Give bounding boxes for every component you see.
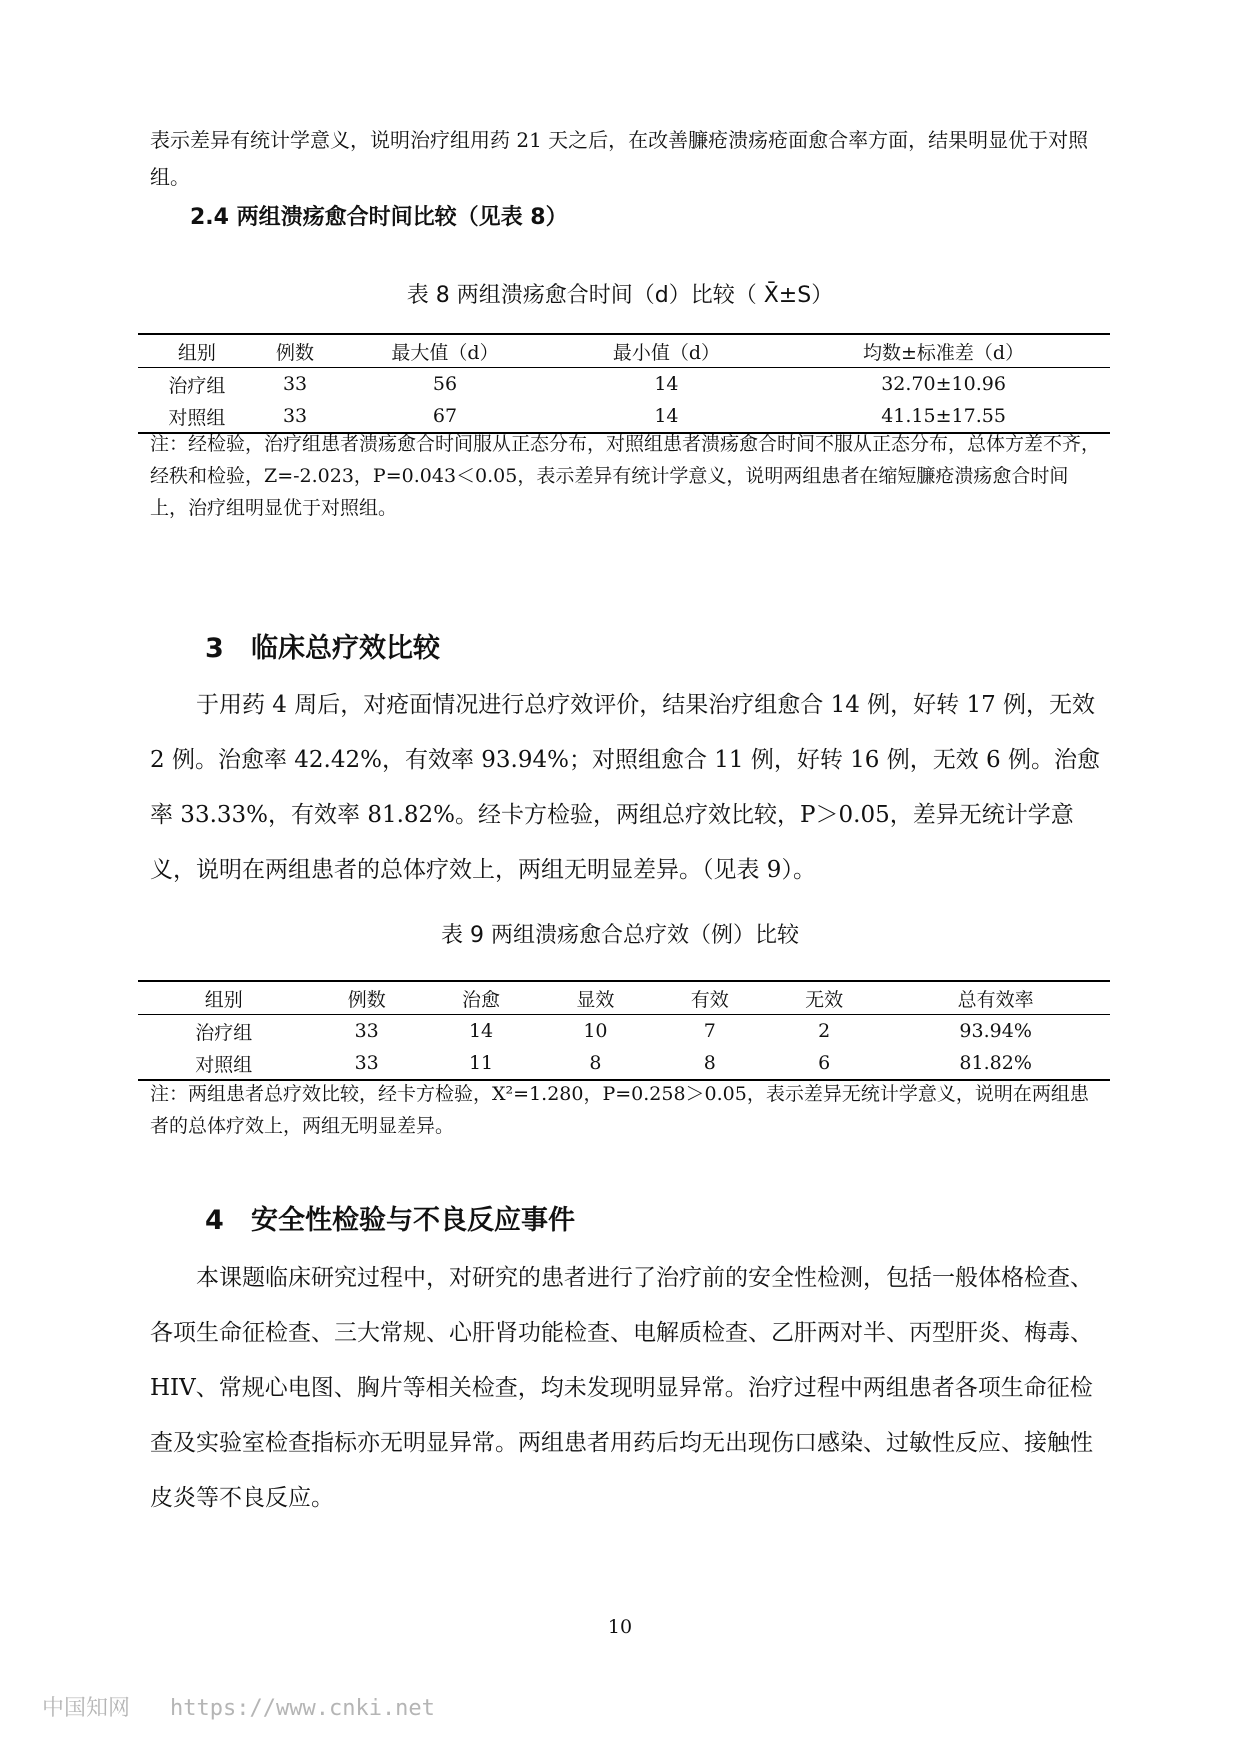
intro-paragraph: 表示差异有统计学意义，说明治疗组用药 21 天之后，在改善臁疮溃疡疮面愈合率方面，结果明显优于对照组。	[150, 128, 1089, 189]
section-4-paragraph: 本课题临床研究过程中，对研究的患者进行了治疗前的安全性检测，包括一般体格检查、各项生命征检查、三大常规、心肝肾功能检查、电解质检查、乙肝两对半、丙型肝炎、梅毒、HIV、常规心电图、胸片等相关检查，均未发现明显异常。治疗过程中两组患者各项生命征检查及实验室检查指标亦无明显异常。两组患者用药后均无出现伤口感染、过敏性反应、接触性皮炎等不良反应。	[150, 1265, 1093, 1511]
table9-cell: 2	[818, 1020, 831, 1042]
table8-cell: 56	[432, 373, 458, 395]
table9-header-cell: 无效	[805, 988, 844, 1011]
section-4-number: 4	[205, 1205, 224, 1236]
table8-header-cell: 组别	[177, 341, 216, 364]
table8-header-cell: 最小值（d）	[612, 341, 720, 364]
table8-header-cell: 最大值（d）	[391, 341, 499, 364]
table9-header-row	[138, 981, 1110, 1015]
table8-cell: 14	[654, 405, 679, 427]
table8-cell: 治疗组	[168, 374, 226, 397]
table9-cell: 7	[703, 1020, 716, 1042]
section-4-title: 安全性检验与不良反应事件	[251, 1205, 575, 1236]
table-row	[138, 1047, 1110, 1080]
table9-header-cell: 治愈	[462, 988, 501, 1011]
table-row	[138, 1015, 1110, 1048]
table8-cell: 33	[282, 405, 308, 427]
table8-cell: 14	[654, 373, 679, 395]
section-3-paragraph: 于用药 4 周后，对疮面情况进行总疗效评价，结果治疗组愈合 14 例，好转 17 例，无效 2 例。治愈率 42.42%，有效率 93.94%；对照组愈合 11 例，好转 16 例，无效 6 例。治愈率 33.33%，有效率 81.82%。经卡方检验，两组总疗效比较，P＞0.05，差异无统计学意义，说明在两组患者的总体疗效上，两组无明显差异。（见表 9）。	[150, 692, 1100, 883]
table8-header-cell: 例数	[276, 341, 315, 364]
table9-cell: 8	[589, 1052, 602, 1074]
table9-cell: 对照组	[195, 1053, 253, 1076]
section-3-heading	[205, 626, 440, 665]
table9-header-cell: 总有效率	[957, 988, 1034, 1011]
watermark-url: https://www.cnki.net	[170, 1696, 435, 1721]
table9	[138, 980, 1110, 1081]
section-3-title: 临床总疗效比较	[251, 633, 440, 664]
table8-cell: 67	[432, 405, 458, 427]
table9-cell: 14	[468, 1020, 494, 1042]
table8-cell: 33	[282, 373, 308, 395]
table9-cell: 33	[354, 1052, 379, 1074]
table8-cell: 32.70±10.96	[881, 373, 1006, 395]
table9-caption: 表 9 两组溃疡愈合总疗效（例）比较	[441, 923, 799, 948]
table9-cell: 6	[818, 1052, 831, 1074]
table8	[138, 333, 1110, 434]
table9-header-cell: 例数	[347, 988, 386, 1011]
table9-cell: 8	[703, 1052, 716, 1074]
table9-header-cell: 显效	[576, 988, 615, 1011]
table9-cell: 11	[468, 1052, 494, 1074]
section-2-4-heading: 2.4 两组溃疡愈合时间比较（见表 8）	[190, 205, 568, 230]
table8-cell: 41.15±17.55	[881, 405, 1006, 427]
table9-header-cell: 组别	[204, 988, 243, 1011]
table8-note: 注：经检验，治疗组患者溃疡愈合时间服从正态分布，对照组患者溃疡愈合时间不服从正态分布，总体方差不齐，经秩和检验，Z=-2.023，P=0.043＜0.05，表示差异有统计学意义，说明两组患者在缩短臁疮溃疡愈合时间上，治疗组明显优于对照组。	[150, 433, 1101, 519]
table9-cell: 33	[354, 1020, 379, 1042]
table9-cell: 81.82%	[959, 1052, 1032, 1074]
watermark-name: 中国知网	[42, 1696, 131, 1721]
table8-cell: 对照组	[168, 406, 226, 429]
table8-header-cell: 均数±标准差（d）	[863, 341, 1025, 364]
table9-note: 注：两组患者总疗效比较，经卡方检验，X²=1.280，P=0.258＞0.05，表示差异无统计学意义，说明在两组患者的总体疗效上，两组无明显差异。	[150, 1083, 1089, 1137]
table9-header-cell: 有效	[690, 988, 729, 1011]
section-3-number: 3	[205, 633, 224, 664]
table8-header-row	[138, 334, 1110, 368]
table9-cell: 治疗组	[195, 1021, 253, 1044]
table-row	[138, 368, 1110, 401]
table8-caption: 表 8 两组溃疡愈合时间（d）比较（ X̄±S）	[406, 283, 834, 308]
table9-cell: 93.94%	[959, 1020, 1032, 1042]
watermark	[42, 1691, 435, 1722]
page-number: 10	[607, 1616, 633, 1638]
table9-cell: 10	[583, 1020, 608, 1042]
section-4-heading	[205, 1198, 575, 1237]
